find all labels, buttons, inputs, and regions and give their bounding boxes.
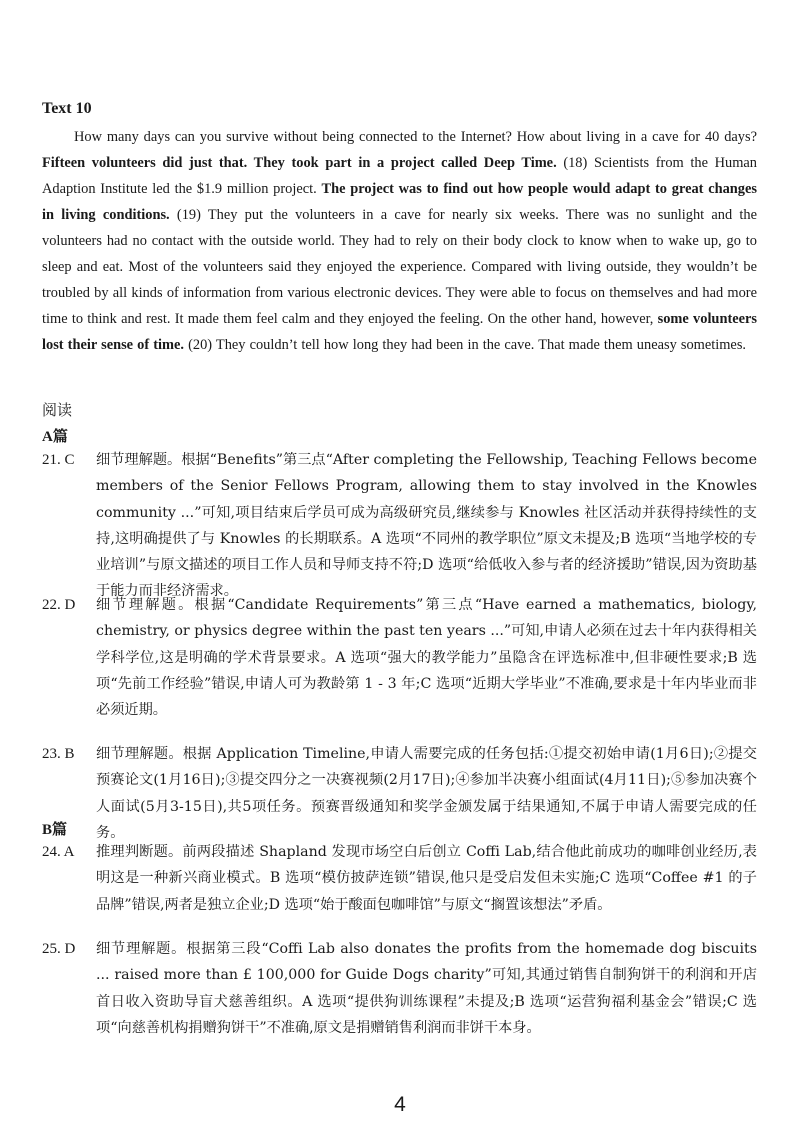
answer-number: 22. D <box>42 597 76 613</box>
page-number: 4 <box>394 1093 406 1116</box>
answer-number: 24. A <box>42 844 75 860</box>
answer-item <box>42 839 757 918</box>
answer-number: 21. C <box>42 452 75 468</box>
section-a-heading: A篇 <box>42 429 68 445</box>
answer-explanation: 细节理解题。根据 Application Timeline,申请人需要完成的任务包括:①提交初始申请(1月6日);②提交预赛论文(1月16日);③提交四分之一决赛视频(2月17日);④参加半决赛小组面试(4月11日);⑤参加决赛个人面试(5月3-15日),共5项任务。预赛晋级通知和奖学金颁发属于结果通知,不属于申请人需要完成的任务。 <box>96 746 757 841</box>
passage-key-sentence-19: The project was to find out how people would adapt to great changes in living conditions. <box>42 181 757 223</box>
answer-explanation: 细节理解题。根据“Candidate Requirements”第三点“Have earned a mathematics, biology, chemistry, or physics degree within the past ten years ...”可知,申请人必须在过去十年内获得相关学科学位,这是明确的学术背景要求。A 选项“强大的教学能力”虽隐含在评选标准中,但非硬性要求;B 选项“先前工作经验”错误,申请人可为教龄第 1 - 3 年;C 选项“近期大学毕业”不准确,要求是十年内毕业而非必须近期。 <box>96 597 757 719</box>
passage-segment-4: (20) They couldn’t tell how long they had been in the cave. That made them uneasy sometimes. <box>184 337 747 353</box>
answer-explanation: 细节理解题。根据“Benefits”第三点“After completing the Fellowship, Teaching Fellows become members of the Senior Fellows Program, allowing them to stay involved in the Knowles community ...”可知,项目结束后学员可成为高级研究员,继续参与 Knowles 社区活动并获得持续性的支持,这明确提供了与 Knowles 的长期联系。A 选项“不同州的教学职位”原文未提及;B 选项“当地学校的专业培训”与原文描述的项目工作人员和导师支持不符;D 选项“给低收入参与者的经济援助”错误,因为资助基于能力而非经济需求。 <box>96 452 757 600</box>
text10-title: Text 10 <box>42 100 92 117</box>
passage-key-sentence-20: some volunteers lost their sense of time. <box>42 311 757 353</box>
answer-number: 25. D <box>42 941 76 957</box>
passage-sentence-1: How many days can you survive without being connected to the Internet? How about living in a cave for 40 days? <box>74 129 757 145</box>
answer-explanation: 推理判断题。前两段描述 Shapland 发现市场空白后创立 Coffi Lab,结合他此前成功的咖啡创业经历,表明这是一种新兴商业模式。B 选项“模仿披萨连锁”错误,他只是受启发但未实施;C 选项“Coffee #1 的子品牌”错误,两者是独立企业;D 选项“始于酸面包咖啡馆”与原文“搁置该想法”矛盾。 <box>96 844 757 913</box>
answer-item <box>42 592 757 723</box>
answer-item <box>42 936 757 1041</box>
passage-segment-3: (19) They put the volunteers in a cave for nearly six weeks. There was no sunlight and the volunteers had no contact with the outside world. They had to rely on their body clock to know when to wake up, go to sleep and eat. Most of the volunteers said they enjoyed the experience. Compared with living outside, they wouldn’t be troubled by all kinds of information from various electronic devices. They were able to focus on themselves and had more time to think and rest. It made them feel calm and they enjoyed the feeling. On the other hand, however, <box>42 207 757 327</box>
text10-passage <box>42 124 757 358</box>
reading-heading: 阅读 <box>42 401 73 419</box>
passage-segment-2: (18) Scientists from the Human Adaption Institute led the $1.9 million project. <box>42 155 757 197</box>
answer-explanation: 细节理解题。根据第三段“Coffi Lab also donates the profits from the homemade dog biscuits ... raised more than £ 100,000 for Guide Dogs charity”可知,其通过销售自制狗饼干的利润和开店首日收入资助导盲犬慈善组织。A 选项“提供狗训练课程”未提及;B 选项“运营狗福利基金会”错误;C 选项“向慈善机构捐赠狗饼干”不准确,原文是捐赠销售利润而非饼干本身。 <box>96 941 757 1036</box>
passage-key-sentence-18: Fifteen volunteers did just that. They took part in a project called Deep Time. <box>42 155 557 171</box>
answer-item <box>42 447 757 605</box>
answer-number: 23. B <box>42 746 75 762</box>
section-b-heading: B篇 <box>42 822 68 838</box>
answer-item <box>42 741 757 846</box>
